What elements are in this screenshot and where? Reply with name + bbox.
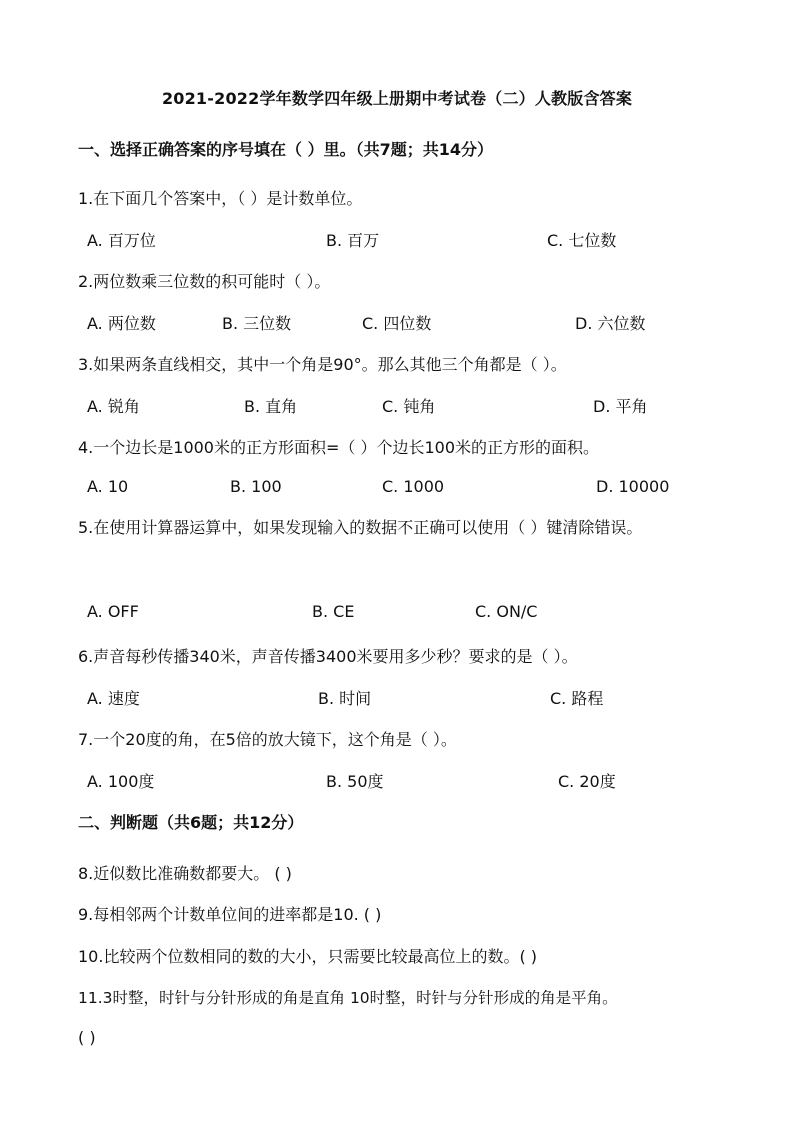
option-2a: A. 两位数 — [87, 314, 156, 333]
question-2: 2.两位数乘三位数的积可能时（ ）。 — [78, 272, 331, 291]
option-4a: A. 10 — [87, 477, 129, 496]
question-6: 6.声音每秒传播340米，声音传播3400米要用多少秒？要求的是（ ）。 — [78, 647, 578, 666]
question-5: 5.在使用计算器运算中，如果发现输入的数据不正确可以使用（ ）键清除错误。 — [78, 518, 643, 537]
option-4c: C. 1000 — [382, 477, 445, 496]
option-3b: B. 直角 — [244, 397, 298, 416]
option-5a: A. OFF — [87, 602, 139, 621]
option-5c: C. ON/C — [475, 602, 538, 621]
option-7a: A. 100度 — [87, 772, 155, 791]
option-4d: D. 10000 — [596, 477, 670, 496]
option-2d: D. 六位数 — [575, 314, 646, 333]
question-1: 1.在下面几个答案中，（ ）是计数单位。 — [78, 189, 363, 208]
option-2c: C. 四位数 — [362, 314, 432, 333]
option-3a: A. 锐角 — [87, 397, 140, 416]
judgment-9: 9.每相邻两个计数单位间的进率都是10. ( ) — [78, 905, 382, 924]
question-7: 7.一个20度的角，在5倍的放大镜下，这个角是（ ）。 — [78, 730, 457, 749]
option-7c: C. 20度 — [558, 772, 616, 791]
option-6a: A. 速度 — [87, 689, 140, 708]
judgment-8: 8.近似数比准确数都要大。 ( ) — [78, 864, 292, 883]
option-6b: B. 时间 — [318, 689, 372, 708]
option-2b: B. 三位数 — [222, 314, 292, 333]
option-3d: D. 平角 — [593, 397, 648, 416]
option-3c: C. 钝角 — [382, 397, 436, 416]
page-title: 2021-2022学年数学四年级上册期中考试卷（二）人教版含答案 — [161, 89, 633, 108]
judgment-11: 11.3时整，时针与分针形成的角是直角 10时整，时针与分针形成的角是平角。 — [78, 989, 618, 1007]
option-7b: B. 50度 — [326, 772, 384, 791]
option-1b: B. 百万 — [326, 231, 380, 250]
section-heading-choice: 一、选择正确答案的序号填在（ ）里。（共7题；共14分） — [78, 140, 493, 159]
judgment-10: 10.比较两个位数相同的数的大小，只需要比较最高位上的数。( ) — [78, 947, 538, 966]
option-1a: A. 百万位 — [87, 231, 156, 250]
option-1c: C. 七位数 — [547, 231, 617, 250]
question-3: 3.如果两条直线相交，其中一个角是90°。那么其他三个角都是（ ）。 — [78, 355, 567, 374]
section-heading-judgment: 二、判断题（共6题；共12分） — [78, 813, 304, 832]
option-5b: B. CE — [312, 602, 355, 621]
option-6c: C. 路程 — [550, 689, 604, 708]
option-4b: B. 100 — [230, 477, 282, 496]
question-4: 4.一个边长是1000米的正方形面积=（ ）个边长100米的正方形的面积。 — [78, 438, 600, 457]
judgment-11-blank: ( ) — [78, 1028, 96, 1047]
